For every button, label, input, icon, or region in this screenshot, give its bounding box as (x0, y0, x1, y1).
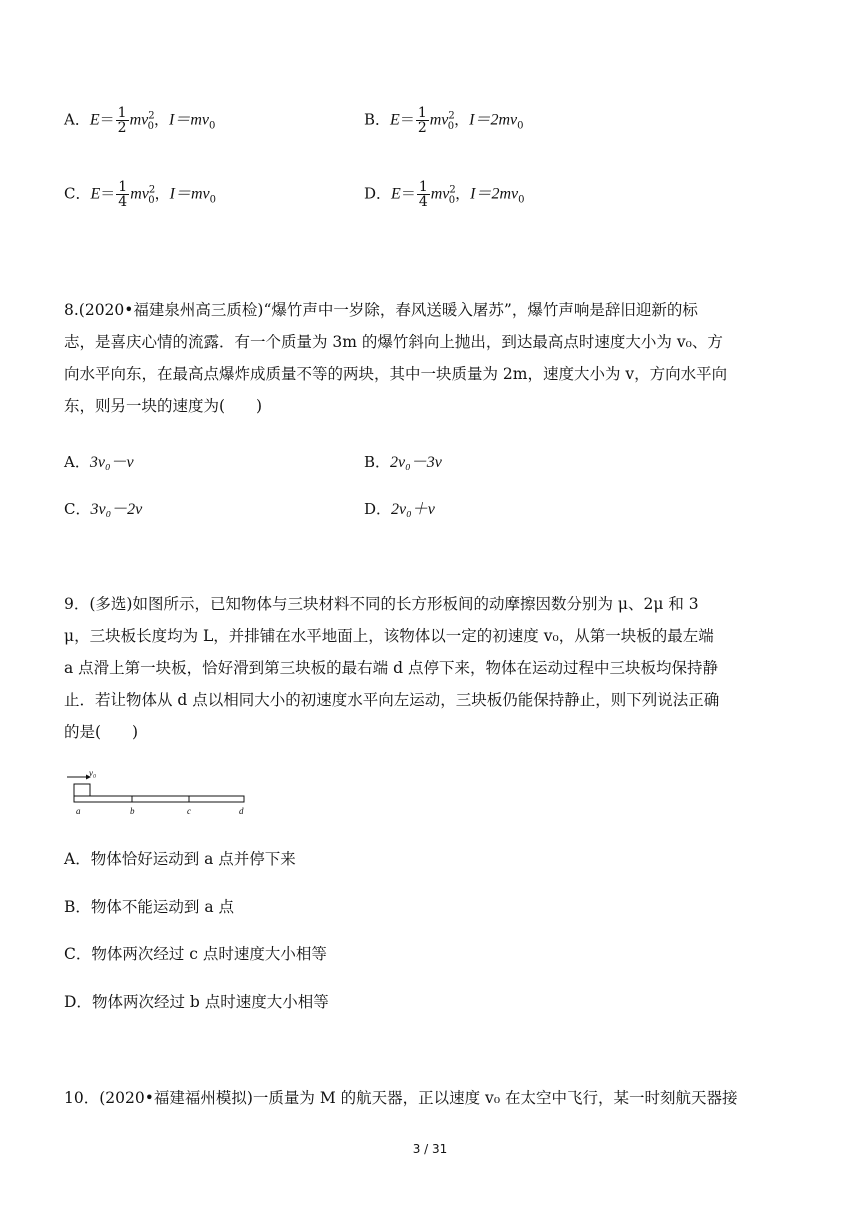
q9-option-c: C．物体两次经过 c 点时速度大小相等 (64, 945, 327, 963)
q8-line-1: 8.(2020•福建泉州高三质检)“爆竹声中一岁除，春风送暖入屠苏”，爆竹声响是辞旧迎新的标 (64, 301, 698, 319)
q9-option-a: A．物体恰好运动到 a 点并停下来 (64, 850, 296, 868)
q9-option-b: B．物体不能运动到 a 点 (64, 898, 234, 916)
block-object (74, 784, 90, 796)
question-9-stem (64, 588, 804, 748)
q9-line-1: 9．(多选)如图所示，已知物体与三块材料不同的长方形板间的动摩擦因数分别为 μ、2μ 和 3 (64, 595, 699, 613)
q7-option-a: A．E＝ $\frac{1}{2}$ $mv^2_0$，$I=mv_0$ (64, 105, 216, 136)
figure-label-b: b (130, 806, 135, 816)
q7-option-b: B．E＝ $\frac{1}{2}$ $mv^2_0$，$I=2mv_0$ (364, 105, 524, 136)
q7-option-d: D．E＝ $\frac{1}{4}$ $mv^2_0$，$I=2mv_0$ (364, 179, 525, 210)
figure-label-a: a (76, 806, 81, 816)
page-number: 3 / 31 (412, 1142, 448, 1156)
q8-line-4: 东，则另一块的速度为( ) (64, 397, 263, 415)
figure-label-c: c (187, 806, 191, 816)
question-8-stem (64, 294, 804, 422)
q8-option-d: D．2v₀＋v (364, 500, 435, 518)
q9-line-4: 止．若让物体从 d 点以相同大小的初速度水平向左运动，三块板仍能保持静止，则下列说法正确 (64, 691, 720, 709)
q8-option-c: C．3v₀－2v (64, 500, 143, 518)
q8-option-b: B．2v₀－3v (364, 453, 442, 471)
q9-option-d: D．物体两次经过 b 点时速度大小相等 (64, 993, 329, 1011)
q9-line-5: 的是( ) (64, 723, 139, 741)
q10-line-1: 10．(2020•福建福州模拟)一质量为 M 的航天器，正以速度 v₀ 在太空中飞行，某一时刻航天器接 (64, 1089, 738, 1107)
question-10-stem (64, 1082, 804, 1114)
figure-label-d: d (239, 806, 244, 816)
q9-figure (64, 770, 254, 820)
q7-option-c: C．E＝ $\frac{1}{4}$ $mv^2_0$，$I=mv_0$ (64, 179, 216, 210)
q9-line-3: a 点滑上第一块板，恰好滑到第三块板的最右端 d 点停下来，物体在运动过程中三块板均保持静 (64, 659, 718, 677)
q8-option-a: A．3v₀－v (64, 453, 134, 471)
q8-line-3: 向水平向东，在最高点爆炸成质量不等的两块，其中一块质量为 2m，速度大小为 v，方向水平向 (64, 365, 728, 383)
boards (74, 796, 244, 802)
figure-label-v0: v₀ (89, 768, 97, 778)
q8-line-2: 志，是喜庆心情的流露．有一个质量为 3m 的爆竹斜向上抛出，到达最高点时速度大小为 v₀、方 (64, 333, 723, 351)
q9-line-2: μ，三块板长度均为 L，并排铺在水平地面上，该物体以一定的初速度 v₀，从第一块板的最左端 (64, 627, 714, 645)
